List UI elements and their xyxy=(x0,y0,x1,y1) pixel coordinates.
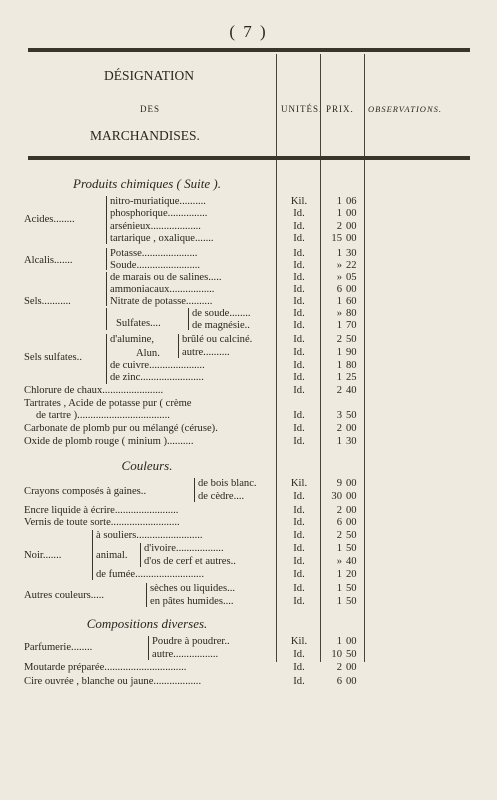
row-label: de cèdre.... xyxy=(198,491,245,502)
row-label: arsénieux................... xyxy=(110,221,201,232)
price-centimes: 80 xyxy=(346,308,357,319)
price-francs: 9 xyxy=(336,478,342,489)
row-label: de marais ou de salines..... xyxy=(110,272,222,283)
price-centimes: 06 xyxy=(346,196,357,207)
row-label: en pâtes humides.... xyxy=(150,596,234,607)
row-label: phosphorique............... xyxy=(110,208,208,219)
price-francs: 1 xyxy=(336,248,342,259)
price-centimes: 20 xyxy=(346,569,357,580)
row-label: d'ivoire.................. xyxy=(144,543,224,554)
price-centimes: 30 xyxy=(346,436,357,447)
price-francs: 1 xyxy=(336,543,342,554)
unit-cell: Id. xyxy=(293,569,305,580)
row-label: de fumée.......................... xyxy=(96,569,204,580)
brace-sels-sulfates xyxy=(106,334,107,384)
price-francs: » xyxy=(336,272,342,283)
row-label: Soude........................ xyxy=(110,260,201,271)
unit-cell: Id. xyxy=(293,260,305,271)
price-francs: 30 xyxy=(331,491,342,502)
row-label: Cire ouvrée , blanche ou jaune.................. xyxy=(24,676,202,687)
row-label: Moutarde préparée............................... xyxy=(24,662,187,673)
row-label: ammoniacaux................. xyxy=(110,284,215,295)
header-unites: UNITÉS. xyxy=(281,104,323,114)
unit-cell: Id. xyxy=(293,517,305,528)
group-crayons: Crayons composés à gaines.. xyxy=(24,486,147,497)
unit-cell: Id. xyxy=(293,436,305,447)
row-label: Vernis de toute sorte.......................... xyxy=(24,517,180,528)
row-label: Encre liquide à écrire........................ xyxy=(24,505,179,516)
price-centimes: 30 xyxy=(346,248,357,259)
price-centimes: 00 xyxy=(346,662,357,673)
unit-cell: Id. xyxy=(293,308,305,319)
top-rule xyxy=(28,48,470,52)
unit-cell: Id. xyxy=(293,248,305,259)
price-centimes: 00 xyxy=(346,284,357,295)
price-centimes: 60 xyxy=(346,296,357,307)
header-bottom-rule xyxy=(28,156,470,160)
unit-cell: Id. xyxy=(293,530,305,541)
unit-cell: Id. xyxy=(293,208,305,219)
brace-acides xyxy=(106,196,107,244)
unit-cell: Id. xyxy=(293,662,305,673)
row-label: autre................. xyxy=(152,649,219,660)
price-centimes: 00 xyxy=(346,491,357,502)
header-observations: OBSERVATIONS. xyxy=(368,104,442,114)
unit-cell: Id. xyxy=(293,556,305,567)
section-compositions: Compositions diverses. xyxy=(86,616,208,631)
price-centimes: 50 xyxy=(346,649,357,660)
brace-sulfates-inner xyxy=(188,308,189,330)
unit-cell: Id. xyxy=(293,410,305,421)
unit-cell: Id. xyxy=(293,505,305,516)
price-centimes: 00 xyxy=(346,233,357,244)
price-francs: 1 xyxy=(336,636,342,647)
price-francs: 6 xyxy=(336,676,342,687)
unit-cell: Id. xyxy=(293,272,305,283)
price-francs: 1 xyxy=(336,569,342,580)
price-francs: 3 xyxy=(336,410,342,421)
unit-cell: Kil. xyxy=(290,196,308,207)
price-centimes: 50 xyxy=(346,530,357,541)
price-francs: 2 xyxy=(336,530,342,541)
unit-cell: Id. xyxy=(293,596,305,607)
price-centimes: 00 xyxy=(346,636,357,647)
brace-alcalis xyxy=(106,248,107,270)
price-centimes: 00 xyxy=(346,676,357,687)
row-label: Nitrate de potasse.......... xyxy=(110,296,213,307)
price-francs: 2 xyxy=(336,505,342,516)
row-label: à souliers......................... xyxy=(96,530,203,541)
price-francs: 1 xyxy=(336,347,342,358)
header-marchandises: MARCHANDISES. xyxy=(90,128,200,143)
price-francs: 6 xyxy=(336,284,342,295)
price-centimes: 00 xyxy=(346,208,357,219)
brace-noir xyxy=(92,530,93,580)
unit-cell: Id. xyxy=(293,583,305,594)
group-alun: Alun. xyxy=(136,348,160,359)
header-des: DES xyxy=(140,104,161,114)
price-centimes: 50 xyxy=(346,334,357,345)
row-label: de magnésie.. xyxy=(192,320,250,331)
row-label: de soude........ xyxy=(192,308,251,319)
column-line-3 xyxy=(364,54,365,662)
unit-cell: Id. xyxy=(293,372,305,383)
price-francs: 15 xyxy=(331,233,342,244)
group-parfumerie: Parfumerie........ xyxy=(24,642,93,653)
section-couleurs: Couleurs. xyxy=(121,458,173,473)
group-animal: animal. xyxy=(96,550,128,561)
price-centimes: 22 xyxy=(346,260,357,271)
price-francs: » xyxy=(336,556,342,567)
unit-cell: Id. xyxy=(293,284,305,295)
price-francs: 1 xyxy=(336,372,342,383)
price-francs: 1 xyxy=(336,360,342,371)
price-centimes: 80 xyxy=(346,360,357,371)
price-francs: 1 xyxy=(336,320,342,331)
unit-cell: Id. xyxy=(293,360,305,371)
unit-cell: Kil. xyxy=(290,478,308,489)
row-label: Tartrates , Acide de potasse pur ( crème xyxy=(24,398,192,409)
row-label: autre.......... xyxy=(182,347,230,358)
price-centimes: 00 xyxy=(346,478,357,489)
page-number: ( 7 ) xyxy=(229,22,268,41)
price-centimes: 00 xyxy=(346,423,357,434)
price-francs: 1 xyxy=(336,196,342,207)
price-centimes: 00 xyxy=(346,517,357,528)
group-sels-sulfates: Sels sulfates.. xyxy=(24,352,82,363)
brace-sulfates xyxy=(106,308,107,330)
unit-cell: Id. xyxy=(293,385,305,396)
row-label: nitro-muriatique.......... xyxy=(110,196,206,207)
price-francs: 2 xyxy=(336,423,342,434)
unit-cell: Id. xyxy=(293,491,305,502)
unit-cell: Id. xyxy=(293,423,305,434)
price-centimes: 50 xyxy=(346,543,357,554)
row-label-2: de tartre )................................... xyxy=(36,410,170,421)
price-francs: 6 xyxy=(336,517,342,528)
unit-cell: Id. xyxy=(293,233,305,244)
price-centimes: 40 xyxy=(346,556,357,567)
brace-alun xyxy=(178,334,179,358)
row-label: de zinc........................ xyxy=(110,372,204,383)
price-francs: 2 xyxy=(336,662,342,673)
price-francs: 1 xyxy=(336,583,342,594)
row-label-2: brûlé ou calciné. xyxy=(182,334,253,345)
price-centimes: 40 xyxy=(346,385,357,396)
price-francs: 2 xyxy=(336,385,342,396)
price-francs: 1 xyxy=(336,436,342,447)
group-sulfates: Sulfates.... xyxy=(116,318,161,329)
row-label: d'os de cerf et autres.. xyxy=(144,556,236,567)
group-alcalis: Alcalis....... xyxy=(24,255,73,266)
price-francs: » xyxy=(336,308,342,319)
unit-cell: Id. xyxy=(293,221,305,232)
row-label: de bois blanc. xyxy=(198,478,257,489)
price-francs: 1 xyxy=(336,208,342,219)
unit-cell: Id. xyxy=(293,296,305,307)
price-centimes: 90 xyxy=(346,347,357,358)
unit-cell: Id. xyxy=(293,334,305,345)
price-francs: 2 xyxy=(336,221,342,232)
price-centimes: 00 xyxy=(346,505,357,516)
unit-cell: Id. xyxy=(293,649,305,660)
price-francs: 10 xyxy=(331,649,342,660)
price-centimes: 00 xyxy=(346,221,357,232)
unit-cell: Id. xyxy=(293,347,305,358)
brace-crayons xyxy=(194,478,195,502)
group-autres-couleurs: Autres couleurs..... xyxy=(24,590,105,601)
brace-sels xyxy=(106,272,107,306)
brace-animal xyxy=(140,543,141,567)
brace-autres-couleurs xyxy=(146,583,147,607)
row-label: de cuivre..................... xyxy=(110,360,205,371)
price-centimes: 25 xyxy=(346,372,357,383)
price-francs: » xyxy=(336,260,342,271)
price-francs: 1 xyxy=(336,296,342,307)
row-label: Poudre à poudrer.. xyxy=(152,636,230,647)
price-centimes: 50 xyxy=(346,410,357,421)
row-label: Potasse..................... xyxy=(110,248,198,259)
price-centimes: 50 xyxy=(346,583,357,594)
price-francs: 1 xyxy=(336,596,342,607)
unit-cell: Id. xyxy=(293,543,305,554)
header-prix: PRIX. xyxy=(326,104,354,114)
row-label: sèches ou liquides... xyxy=(150,583,236,594)
group-acides: Acides........ xyxy=(24,214,75,225)
row-label: Chlorure de chaux....................... xyxy=(24,385,164,396)
brace-parfumerie xyxy=(148,636,149,660)
price-centimes: 70 xyxy=(346,320,357,331)
section-produits-chimiques: Produits chimiques ( Suite ). xyxy=(73,176,221,191)
price-centimes: 50 xyxy=(346,596,357,607)
row-label: Oxide de plomb rouge ( minium ).......... xyxy=(24,436,194,447)
row-label: d'alumine, xyxy=(110,334,154,345)
unit-cell: Kil. xyxy=(290,636,308,647)
unit-cell: Id. xyxy=(293,676,305,687)
price-centimes: 05 xyxy=(346,272,357,283)
price-francs: 2 xyxy=(336,334,342,345)
unit-cell: Id. xyxy=(293,320,305,331)
row-label: Carbonate de plomb pur ou mélangé (céruse). xyxy=(24,423,218,434)
group-noir: Noir....... xyxy=(24,550,62,561)
header-designation: DÉSIGNATION xyxy=(104,68,194,83)
row-label: tartarique , oxalique....... xyxy=(110,233,214,244)
group-sels: Sels........... xyxy=(24,296,71,307)
